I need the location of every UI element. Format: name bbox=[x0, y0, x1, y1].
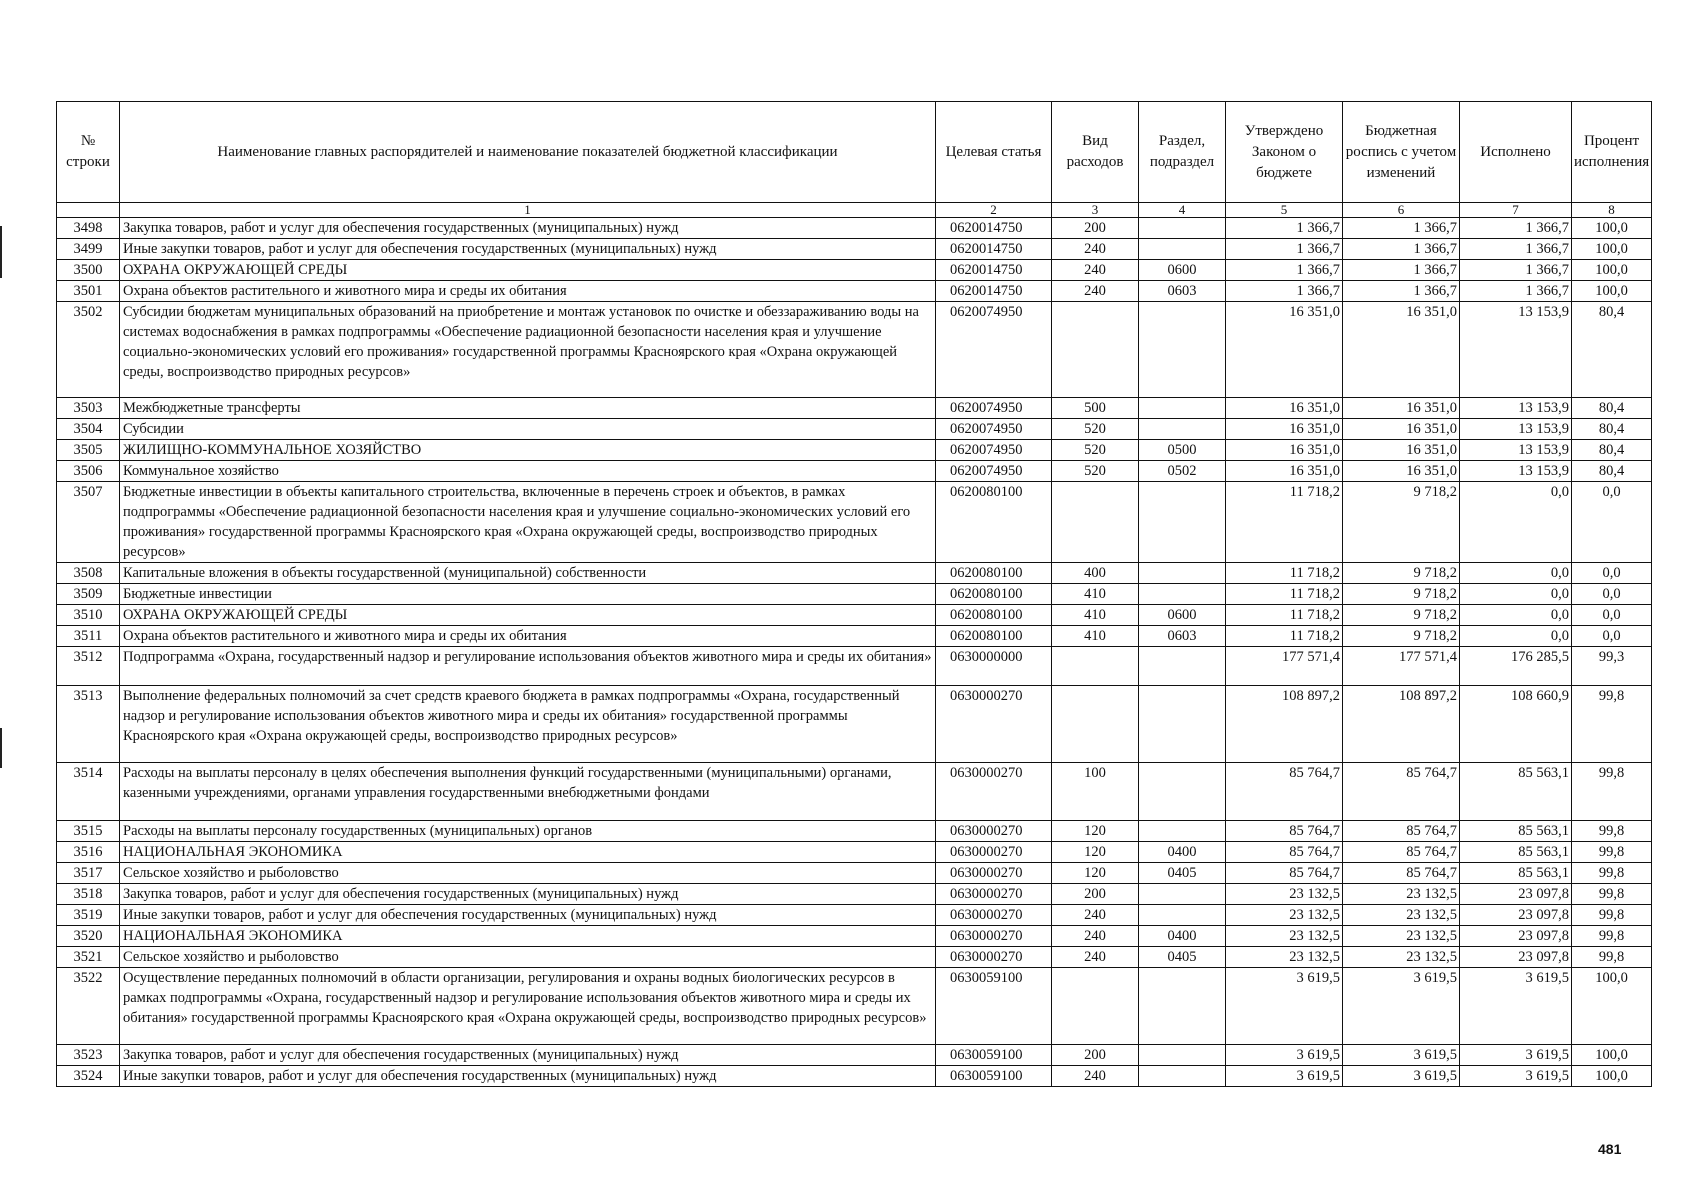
row-percent: 100,0 bbox=[1572, 968, 1652, 1045]
row-approved: 1 366,7 bbox=[1226, 239, 1343, 260]
row-budget-schedule: 9 718,2 bbox=[1343, 482, 1460, 563]
row-target-article: 0630000000 bbox=[936, 647, 1052, 686]
row-section bbox=[1139, 968, 1226, 1045]
row-approved: 11 718,2 bbox=[1226, 482, 1343, 563]
scan-margin-mark bbox=[0, 728, 2, 768]
row-budget-schedule: 3 619,5 bbox=[1343, 1066, 1460, 1087]
table-row bbox=[57, 398, 1652, 419]
row-expense-type: 120 bbox=[1052, 863, 1139, 884]
table-body bbox=[57, 218, 1652, 1087]
row-budget-schedule: 9 718,2 bbox=[1343, 584, 1460, 605]
table-row bbox=[57, 605, 1652, 626]
row-name: ОХРАНА ОКРУЖАЮЩЕЙ СРЕДЫ bbox=[120, 260, 936, 281]
header-budget-schedule: Бюджетная роспись с учетом изменений bbox=[1343, 102, 1460, 203]
column-number: 1 bbox=[120, 203, 936, 218]
row-number: 3520 bbox=[57, 926, 120, 947]
row-percent: 0,0 bbox=[1572, 563, 1652, 584]
row-number: 3499 bbox=[57, 239, 120, 260]
row-name: Выполнение федеральных полномочий за счет средств краевого бюджета в рамках подпрограммы «Охрана, государственный надзор и регулирование использования объектов животного мира и среды их обитания» государственной программы Красноярского края «Охрана окружающей среды, воспроизводство природных ресурсов» bbox=[120, 686, 936, 763]
row-approved: 3 619,5 bbox=[1226, 968, 1343, 1045]
row-name: Сельское хозяйство и рыболовство bbox=[120, 947, 936, 968]
row-target-article: 0630059100 bbox=[936, 968, 1052, 1045]
row-target-article: 0620074950 bbox=[936, 302, 1052, 398]
header-expense-type: Вид расходов bbox=[1052, 102, 1139, 203]
row-expense-type: 240 bbox=[1052, 905, 1139, 926]
row-section: 0603 bbox=[1139, 626, 1226, 647]
row-executed: 0,0 bbox=[1460, 626, 1572, 647]
row-name: ЖИЛИЩНО-КОММУНАЛЬНОЕ ХОЗЯЙСТВО bbox=[120, 440, 936, 461]
row-name: Коммунальное хозяйство bbox=[120, 461, 936, 482]
row-executed: 13 153,9 bbox=[1460, 398, 1572, 419]
row-name: Бюджетные инвестиции bbox=[120, 584, 936, 605]
column-number: 4 bbox=[1139, 203, 1226, 218]
header-percent: Процент исполнения bbox=[1572, 102, 1652, 203]
row-expense-type: 200 bbox=[1052, 218, 1139, 239]
row-section bbox=[1139, 482, 1226, 563]
table-row bbox=[57, 239, 1652, 260]
row-percent: 0,0 bbox=[1572, 605, 1652, 626]
row-number: 3522 bbox=[57, 968, 120, 1045]
row-name: Закупка товаров, работ и услуг для обеспечения государственных (муниципальных) нужд bbox=[120, 1045, 936, 1066]
table-row bbox=[57, 905, 1652, 926]
row-percent: 80,4 bbox=[1572, 440, 1652, 461]
row-expense-type: 520 bbox=[1052, 461, 1139, 482]
row-executed: 23 097,8 bbox=[1460, 926, 1572, 947]
row-executed: 0,0 bbox=[1460, 584, 1572, 605]
column-number: 6 bbox=[1343, 203, 1460, 218]
row-name: Расходы на выплаты персоналу в целях обеспечения выполнения функций государственными (муниципальными) органами, казенными учреждениями, органами управления государственными внебюджетными фондами bbox=[120, 763, 936, 821]
row-approved: 1 366,7 bbox=[1226, 218, 1343, 239]
row-section bbox=[1139, 398, 1226, 419]
row-percent: 0,0 bbox=[1572, 626, 1652, 647]
row-number: 3498 bbox=[57, 218, 120, 239]
row-executed: 13 153,9 bbox=[1460, 440, 1572, 461]
row-number: 3504 bbox=[57, 419, 120, 440]
row-name: Бюджетные инвестиции в объекты капитального строительства, включенные в перечень строек и объектов, в рамках подпрограммы «Обеспечение радиационной безопасности населения края и улучшение социально-экономических условий его проживания» государственной программы Красноярского края «Охрана окружающей среды, воспроизводство природных ресурсов» bbox=[120, 482, 936, 563]
row-budget-schedule: 85 764,7 bbox=[1343, 821, 1460, 842]
row-approved: 85 764,7 bbox=[1226, 842, 1343, 863]
row-approved: 11 718,2 bbox=[1226, 584, 1343, 605]
row-approved: 3 619,5 bbox=[1226, 1045, 1343, 1066]
table-row bbox=[57, 821, 1652, 842]
table-header-row bbox=[57, 102, 1652, 203]
row-percent: 80,4 bbox=[1572, 302, 1652, 398]
column-number: 5 bbox=[1226, 203, 1343, 218]
row-percent: 99,8 bbox=[1572, 686, 1652, 763]
row-executed: 1 366,7 bbox=[1460, 218, 1572, 239]
row-section: 0603 bbox=[1139, 281, 1226, 302]
row-number: 3502 bbox=[57, 302, 120, 398]
row-executed: 1 366,7 bbox=[1460, 239, 1572, 260]
row-expense-type bbox=[1052, 482, 1139, 563]
row-approved: 16 351,0 bbox=[1226, 398, 1343, 419]
row-approved: 23 132,5 bbox=[1226, 905, 1343, 926]
budget-execution-table bbox=[56, 101, 1652, 1087]
row-expense-type bbox=[1052, 968, 1139, 1045]
row-percent: 100,0 bbox=[1572, 1066, 1652, 1087]
row-name: Капитальные вложения в объекты государственной (муниципальной) собственности bbox=[120, 563, 936, 584]
row-expense-type: 240 bbox=[1052, 239, 1139, 260]
table-row bbox=[57, 482, 1652, 563]
row-name: Подпрограмма «Охрана, государственный надзор и регулирование использования объектов животного мира и среды их обитания» bbox=[120, 647, 936, 686]
row-executed: 23 097,8 bbox=[1460, 905, 1572, 926]
header-name: Наименование главных распорядителей и наименование показателей бюджетной классификации bbox=[120, 102, 936, 203]
header-row-number: № строки bbox=[57, 102, 120, 203]
row-executed: 108 660,9 bbox=[1460, 686, 1572, 763]
column-number: 3 bbox=[1052, 203, 1139, 218]
row-percent: 0,0 bbox=[1572, 482, 1652, 563]
row-percent: 99,3 bbox=[1572, 647, 1652, 686]
row-approved: 177 571,4 bbox=[1226, 647, 1343, 686]
row-executed: 13 153,9 bbox=[1460, 461, 1572, 482]
row-number: 3507 bbox=[57, 482, 120, 563]
row-approved: 23 132,5 bbox=[1226, 947, 1343, 968]
header-target-article: Целевая статья bbox=[936, 102, 1052, 203]
row-target-article: 0620014750 bbox=[936, 218, 1052, 239]
table-row bbox=[57, 863, 1652, 884]
row-section: 0600 bbox=[1139, 260, 1226, 281]
row-target-article: 0620080100 bbox=[936, 482, 1052, 563]
row-section: 0400 bbox=[1139, 926, 1226, 947]
row-expense-type: 100 bbox=[1052, 763, 1139, 821]
row-expense-type: 240 bbox=[1052, 260, 1139, 281]
table-row bbox=[57, 968, 1652, 1045]
row-number: 3514 bbox=[57, 763, 120, 821]
row-name: НАЦИОНАЛЬНАЯ ЭКОНОМИКА bbox=[120, 926, 936, 947]
table-row bbox=[57, 763, 1652, 821]
row-number: 3509 bbox=[57, 584, 120, 605]
header-section: Раздел, подраздел bbox=[1139, 102, 1226, 203]
column-number: 2 bbox=[936, 203, 1052, 218]
row-expense-type: 240 bbox=[1052, 1066, 1139, 1087]
row-name: Охрана объектов растительного и животного мира и среды их обитания bbox=[120, 281, 936, 302]
row-target-article: 0620074950 bbox=[936, 461, 1052, 482]
table-row bbox=[57, 647, 1652, 686]
table-row bbox=[57, 302, 1652, 398]
row-target-article: 0620080100 bbox=[936, 626, 1052, 647]
row-number: 3517 bbox=[57, 863, 120, 884]
row-approved: 11 718,2 bbox=[1226, 626, 1343, 647]
row-executed: 85 563,1 bbox=[1460, 821, 1572, 842]
row-target-article: 0630000270 bbox=[936, 884, 1052, 905]
row-name: Закупка товаров, работ и услуг для обеспечения государственных (муниципальных) нужд bbox=[120, 884, 936, 905]
row-executed: 3 619,5 bbox=[1460, 968, 1572, 1045]
row-approved: 16 351,0 bbox=[1226, 440, 1343, 461]
row-executed: 85 563,1 bbox=[1460, 763, 1572, 821]
row-budget-schedule: 23 132,5 bbox=[1343, 905, 1460, 926]
row-target-article: 0630000270 bbox=[936, 686, 1052, 763]
scan-margin-mark bbox=[0, 226, 2, 278]
row-expense-type bbox=[1052, 686, 1139, 763]
row-target-article: 0620014750 bbox=[936, 239, 1052, 260]
table-row bbox=[57, 461, 1652, 482]
column-number bbox=[57, 203, 120, 218]
row-approved: 108 897,2 bbox=[1226, 686, 1343, 763]
row-section: 0400 bbox=[1139, 842, 1226, 863]
row-name: Иные закупки товаров, работ и услуг для обеспечения государственных (муниципальных) нужд bbox=[120, 905, 936, 926]
row-approved: 11 718,2 bbox=[1226, 563, 1343, 584]
row-number: 3516 bbox=[57, 842, 120, 863]
row-expense-type bbox=[1052, 302, 1139, 398]
row-budget-schedule: 85 764,7 bbox=[1343, 842, 1460, 863]
row-section bbox=[1139, 686, 1226, 763]
row-budget-schedule: 3 619,5 bbox=[1343, 968, 1460, 1045]
row-section bbox=[1139, 218, 1226, 239]
row-approved: 23 132,5 bbox=[1226, 884, 1343, 905]
row-number: 3523 bbox=[57, 1045, 120, 1066]
row-name: Закупка товаров, работ и услуг для обеспечения государственных (муниципальных) нужд bbox=[120, 218, 936, 239]
row-approved: 85 764,7 bbox=[1226, 821, 1343, 842]
row-expense-type: 410 bbox=[1052, 605, 1139, 626]
row-expense-type: 240 bbox=[1052, 926, 1139, 947]
row-number: 3513 bbox=[57, 686, 120, 763]
row-percent: 0,0 bbox=[1572, 584, 1652, 605]
table-row bbox=[57, 884, 1652, 905]
row-target-article: 0630059100 bbox=[936, 1066, 1052, 1087]
row-budget-schedule: 9 718,2 bbox=[1343, 626, 1460, 647]
row-budget-schedule: 16 351,0 bbox=[1343, 302, 1460, 398]
row-percent: 80,4 bbox=[1572, 398, 1652, 419]
row-name: Расходы на выплаты персоналу государственных (муниципальных) органов bbox=[120, 821, 936, 842]
row-number: 3505 bbox=[57, 440, 120, 461]
row-expense-type: 120 bbox=[1052, 821, 1139, 842]
row-target-article: 0630059100 bbox=[936, 1045, 1052, 1066]
row-name: НАЦИОНАЛЬНАЯ ЭКОНОМИКА bbox=[120, 842, 936, 863]
row-number: 3524 bbox=[57, 1066, 120, 1087]
table-row bbox=[57, 947, 1652, 968]
row-target-article: 0630000270 bbox=[936, 763, 1052, 821]
row-budget-schedule: 1 366,7 bbox=[1343, 218, 1460, 239]
row-percent: 100,0 bbox=[1572, 1045, 1652, 1066]
row-number: 3521 bbox=[57, 947, 120, 968]
row-name: ОХРАНА ОКРУЖАЮЩЕЙ СРЕДЫ bbox=[120, 605, 936, 626]
row-approved: 1 366,7 bbox=[1226, 281, 1343, 302]
row-expense-type: 200 bbox=[1052, 1045, 1139, 1066]
row-target-article: 0620014750 bbox=[936, 281, 1052, 302]
row-executed: 176 285,5 bbox=[1460, 647, 1572, 686]
table-row bbox=[57, 563, 1652, 584]
row-percent: 99,8 bbox=[1572, 842, 1652, 863]
row-percent: 99,8 bbox=[1572, 863, 1652, 884]
page-number: 481 bbox=[1598, 1141, 1622, 1157]
row-budget-schedule: 1 366,7 bbox=[1343, 239, 1460, 260]
row-section bbox=[1139, 1066, 1226, 1087]
row-name: Иные закупки товаров, работ и услуг для обеспечения государственных (муниципальных) нужд bbox=[120, 1066, 936, 1087]
row-percent: 100,0 bbox=[1572, 239, 1652, 260]
row-percent: 80,4 bbox=[1572, 419, 1652, 440]
row-approved: 11 718,2 bbox=[1226, 605, 1343, 626]
row-percent: 100,0 bbox=[1572, 218, 1652, 239]
row-name: Межбюджетные трансферты bbox=[120, 398, 936, 419]
row-percent: 99,8 bbox=[1572, 905, 1652, 926]
row-executed: 85 563,1 bbox=[1460, 863, 1572, 884]
row-name: Иные закупки товаров, работ и услуг для обеспечения государственных (муниципальных) нужд bbox=[120, 239, 936, 260]
row-section bbox=[1139, 905, 1226, 926]
row-section: 0600 bbox=[1139, 605, 1226, 626]
header-executed: Исполнено bbox=[1460, 102, 1572, 203]
row-executed: 0,0 bbox=[1460, 482, 1572, 563]
row-section bbox=[1139, 419, 1226, 440]
row-number: 3501 bbox=[57, 281, 120, 302]
row-section bbox=[1139, 821, 1226, 842]
row-executed: 1 366,7 bbox=[1460, 260, 1572, 281]
row-expense-type: 200 bbox=[1052, 884, 1139, 905]
row-budget-schedule: 108 897,2 bbox=[1343, 686, 1460, 763]
row-name: Сельское хозяйство и рыболовство bbox=[120, 863, 936, 884]
row-target-article: 0620074950 bbox=[936, 419, 1052, 440]
row-target-article: 0630000270 bbox=[936, 947, 1052, 968]
table-row bbox=[57, 260, 1652, 281]
row-section bbox=[1139, 239, 1226, 260]
row-budget-schedule: 23 132,5 bbox=[1343, 884, 1460, 905]
table-row bbox=[57, 281, 1652, 302]
row-executed: 0,0 bbox=[1460, 605, 1572, 626]
row-budget-schedule: 85 764,7 bbox=[1343, 763, 1460, 821]
row-expense-type bbox=[1052, 647, 1139, 686]
column-number: 7 bbox=[1460, 203, 1572, 218]
row-approved: 16 351,0 bbox=[1226, 419, 1343, 440]
row-percent: 100,0 bbox=[1572, 281, 1652, 302]
row-approved: 3 619,5 bbox=[1226, 1066, 1343, 1087]
row-section bbox=[1139, 1045, 1226, 1066]
table-row bbox=[57, 584, 1652, 605]
row-number: 3503 bbox=[57, 398, 120, 419]
table-row bbox=[57, 842, 1652, 863]
row-executed: 0,0 bbox=[1460, 563, 1572, 584]
column-number-row bbox=[57, 203, 1652, 218]
header-approved: Утверждено Законом о бюджете bbox=[1226, 102, 1343, 203]
row-target-article: 0630000270 bbox=[936, 905, 1052, 926]
row-budget-schedule: 16 351,0 bbox=[1343, 461, 1460, 482]
row-approved: 1 366,7 bbox=[1226, 260, 1343, 281]
row-expense-type: 410 bbox=[1052, 626, 1139, 647]
row-target-article: 0620080100 bbox=[936, 584, 1052, 605]
row-section: 0500 bbox=[1139, 440, 1226, 461]
row-expense-type: 240 bbox=[1052, 281, 1139, 302]
row-budget-schedule: 16 351,0 bbox=[1343, 398, 1460, 419]
table-row bbox=[57, 926, 1652, 947]
row-number: 3511 bbox=[57, 626, 120, 647]
row-number: 3515 bbox=[57, 821, 120, 842]
row-expense-type: 240 bbox=[1052, 947, 1139, 968]
row-budget-schedule: 16 351,0 bbox=[1343, 440, 1460, 461]
column-number: 8 bbox=[1572, 203, 1652, 218]
row-expense-type: 400 bbox=[1052, 563, 1139, 584]
row-executed: 13 153,9 bbox=[1460, 419, 1572, 440]
table-row bbox=[57, 218, 1652, 239]
row-budget-schedule: 23 132,5 bbox=[1343, 947, 1460, 968]
row-number: 3500 bbox=[57, 260, 120, 281]
row-executed: 3 619,5 bbox=[1460, 1045, 1572, 1066]
row-name: Субсидии bbox=[120, 419, 936, 440]
row-number: 3512 bbox=[57, 647, 120, 686]
row-section: 0405 bbox=[1139, 863, 1226, 884]
row-budget-schedule: 85 764,7 bbox=[1343, 863, 1460, 884]
table-row bbox=[57, 440, 1652, 461]
table-row bbox=[57, 626, 1652, 647]
row-percent: 99,8 bbox=[1572, 763, 1652, 821]
row-budget-schedule: 1 366,7 bbox=[1343, 281, 1460, 302]
row-budget-schedule: 23 132,5 bbox=[1343, 926, 1460, 947]
row-approved: 16 351,0 bbox=[1226, 302, 1343, 398]
row-approved: 16 351,0 bbox=[1226, 461, 1343, 482]
row-executed: 23 097,8 bbox=[1460, 947, 1572, 968]
row-approved: 85 764,7 bbox=[1226, 763, 1343, 821]
row-target-article: 0620014750 bbox=[936, 260, 1052, 281]
row-name: Осуществление переданных полномочий в области организации, регулирования и охраны водных биологических ресурсов в рамках подпрограммы «Охрана, государственный надзор и регулирование использования объектов животного мира и среды их обитания» государственной программы Красноярского края «Охрана окружающей среды, воспроизводство природных ресурсов» bbox=[120, 968, 936, 1045]
row-percent: 100,0 bbox=[1572, 260, 1652, 281]
table-row bbox=[57, 1045, 1652, 1066]
row-budget-schedule: 177 571,4 bbox=[1343, 647, 1460, 686]
row-executed: 23 097,8 bbox=[1460, 884, 1572, 905]
row-executed: 3 619,5 bbox=[1460, 1066, 1572, 1087]
row-section: 0502 bbox=[1139, 461, 1226, 482]
row-budget-schedule: 1 366,7 bbox=[1343, 260, 1460, 281]
row-name: Охрана объектов растительного и животного мира и среды их обитания bbox=[120, 626, 936, 647]
row-section bbox=[1139, 647, 1226, 686]
row-target-article: 0620074950 bbox=[936, 398, 1052, 419]
row-target-article: 0630000270 bbox=[936, 926, 1052, 947]
row-target-article: 0620080100 bbox=[936, 563, 1052, 584]
row-percent: 99,8 bbox=[1572, 821, 1652, 842]
row-target-article: 0630000270 bbox=[936, 842, 1052, 863]
row-section bbox=[1139, 563, 1226, 584]
row-executed: 13 153,9 bbox=[1460, 302, 1572, 398]
row-section bbox=[1139, 302, 1226, 398]
row-expense-type: 500 bbox=[1052, 398, 1139, 419]
table-row bbox=[57, 686, 1652, 763]
row-section bbox=[1139, 584, 1226, 605]
row-section: 0405 bbox=[1139, 947, 1226, 968]
table-row bbox=[57, 1066, 1652, 1087]
row-executed: 85 563,1 bbox=[1460, 842, 1572, 863]
row-number: 3518 bbox=[57, 884, 120, 905]
row-number: 3510 bbox=[57, 605, 120, 626]
budget-table-sheet bbox=[56, 101, 1651, 1087]
row-expense-type: 120 bbox=[1052, 842, 1139, 863]
row-number: 3519 bbox=[57, 905, 120, 926]
row-target-article: 0620080100 bbox=[936, 605, 1052, 626]
row-percent: 99,8 bbox=[1572, 884, 1652, 905]
row-percent: 80,4 bbox=[1572, 461, 1652, 482]
row-percent: 99,8 bbox=[1572, 947, 1652, 968]
row-target-article: 0620074950 bbox=[936, 440, 1052, 461]
row-target-article: 0630000270 bbox=[936, 863, 1052, 884]
row-approved: 85 764,7 bbox=[1226, 863, 1343, 884]
row-executed: 1 366,7 bbox=[1460, 281, 1572, 302]
row-section bbox=[1139, 884, 1226, 905]
row-expense-type: 410 bbox=[1052, 584, 1139, 605]
row-expense-type: 520 bbox=[1052, 419, 1139, 440]
row-target-article: 0630000270 bbox=[936, 821, 1052, 842]
row-name: Субсидии бюджетам муниципальных образований на приобретение и монтаж установок по очистке и обеззараживанию воды на системах водоснабжения в рамках подпрограммы «Обеспечение радиационной безопасности населения края и улучшение социально-экономических условий его проживания» государственной программы Красноярского края «Охрана окружающей среды, воспроизводство природных ресурсов» bbox=[120, 302, 936, 398]
row-section bbox=[1139, 763, 1226, 821]
row-expense-type: 520 bbox=[1052, 440, 1139, 461]
row-approved: 23 132,5 bbox=[1226, 926, 1343, 947]
table-row bbox=[57, 419, 1652, 440]
row-number: 3508 bbox=[57, 563, 120, 584]
row-budget-schedule: 9 718,2 bbox=[1343, 605, 1460, 626]
row-budget-schedule: 16 351,0 bbox=[1343, 419, 1460, 440]
row-budget-schedule: 3 619,5 bbox=[1343, 1045, 1460, 1066]
row-budget-schedule: 9 718,2 bbox=[1343, 563, 1460, 584]
row-percent: 99,8 bbox=[1572, 926, 1652, 947]
row-number: 3506 bbox=[57, 461, 120, 482]
